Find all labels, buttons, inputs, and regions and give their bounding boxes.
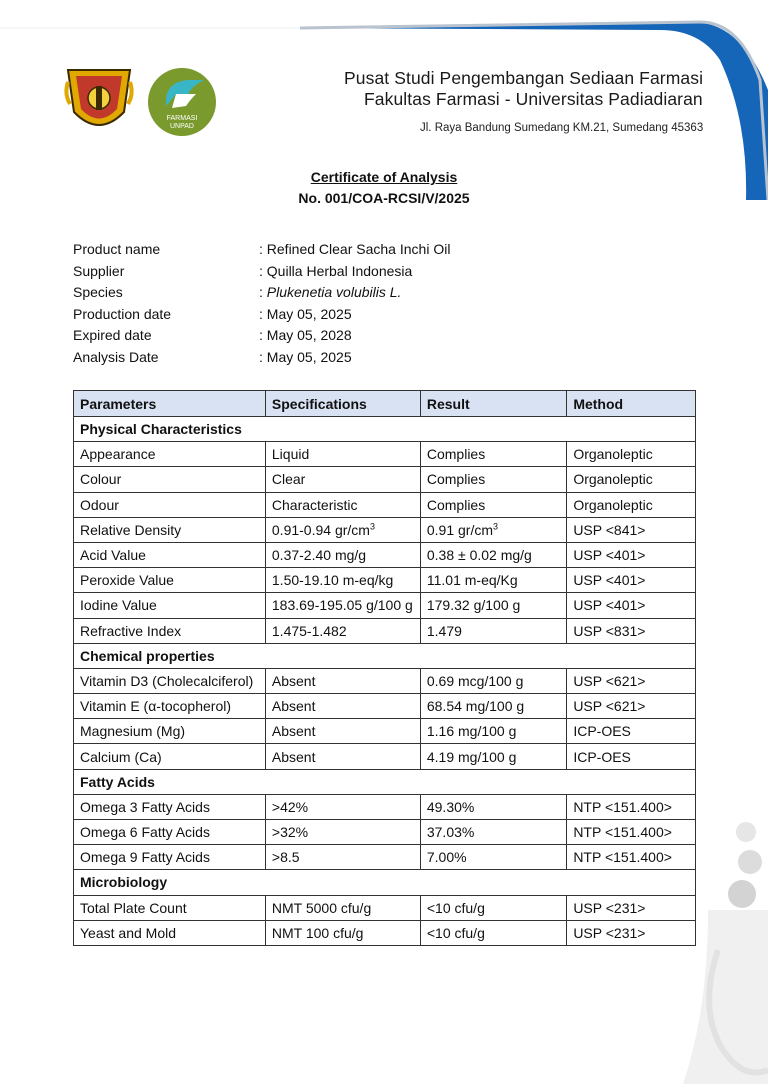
cell-result: 0.69 mcg/100 g — [420, 668, 566, 693]
table-row — [74, 719, 696, 744]
table-row — [74, 845, 696, 870]
faculty-name: Fakultas Farmasi - Universitas Padiadiaran — [364, 89, 703, 109]
cell-method: NTP <151.400> — [567, 794, 696, 819]
cell-method: Organoleptic — [567, 467, 696, 492]
header-result: Result — [420, 391, 566, 417]
cell-result: 1.16 mg/100 g — [420, 719, 566, 744]
table-row — [74, 794, 696, 819]
cell-method: USP <831> — [567, 618, 696, 643]
cell-specification: >8.5 — [265, 845, 420, 870]
cell-parameter: Vitamin E (α-tocopherol) — [74, 694, 266, 719]
header-specifications: Specifications — [265, 391, 420, 417]
cell-specification: 1.50-19.10 m-eq/kg — [265, 568, 420, 593]
header-parameters: Parameters — [74, 391, 266, 417]
table-row — [74, 820, 696, 845]
cell-method: USP <621> — [567, 668, 696, 693]
section-row — [74, 643, 696, 668]
cell-specification: 1.475-1.482 — [265, 618, 420, 643]
header-method: Method — [567, 391, 696, 417]
info-label: Product name — [73, 241, 161, 257]
cell-method: USP <841> — [567, 517, 696, 542]
cell-specification: 183.69-195.05 g/100 g — [265, 593, 420, 618]
cell-result: 4.19 mg/100 g — [420, 744, 566, 769]
cell-specification: NMT 5000 cfu/g — [265, 895, 420, 920]
institution-address: Jl. Raya Bandung Sumedang KM.21, Sumedang 45363 — [420, 122, 704, 134]
info-row-supplier — [73, 261, 450, 283]
cell-result: 0.38 ± 0.02 mg/g — [420, 542, 566, 567]
info-row-expired-date — [73, 325, 450, 347]
svg-text:FARMASI: FARMASI — [166, 115, 198, 122]
cell-parameter: Colour — [74, 467, 266, 492]
table-row — [74, 442, 696, 467]
section-row — [74, 870, 696, 895]
cell-parameter: Total Plate Count — [74, 895, 266, 920]
cell-method: ICP-OES — [567, 719, 696, 744]
cell-result: Complies — [420, 467, 566, 492]
cell-method: USP <231> — [567, 920, 696, 945]
cell-parameter: Omega 3 Fatty Acids — [74, 794, 266, 819]
info-label: Expired date — [73, 327, 152, 344]
cell-method: USP <401> — [567, 542, 696, 567]
cell-method: NTP <151.400> — [567, 845, 696, 870]
cell-parameter: Magnesium (Mg) — [74, 719, 266, 744]
cell-specification: Absent — [265, 719, 420, 744]
section-title: Chemical properties — [74, 643, 696, 668]
table-row — [74, 744, 696, 769]
cell-result: 37.03% — [420, 820, 566, 845]
cell-result: Complies — [420, 442, 566, 467]
section-row — [74, 769, 696, 794]
university-seal-logo — [60, 64, 138, 140]
info-label: Analysis Date — [73, 348, 159, 365]
cell-specification: Clear — [265, 467, 420, 492]
document-title: Certificate of Analysis — [310, 169, 458, 185]
cell-specification: 0.37-2.40 mg/g — [265, 542, 420, 567]
cell-method: Organoleptic — [567, 442, 696, 467]
cell-result: <10 cfu/g — [420, 920, 566, 945]
cell-specification: >42% — [265, 794, 420, 819]
section-row — [74, 417, 696, 442]
info-row-production-date — [73, 304, 450, 326]
cell-parameter: Omega 6 Fatty Acids — [74, 820, 266, 845]
cell-specification: Liquid — [265, 442, 420, 467]
info-label: Production date — [73, 305, 172, 322]
table-row — [74, 568, 696, 593]
cell-parameter: Appearance — [74, 442, 266, 467]
table-row — [74, 668, 696, 693]
svg-text:UNPAD: UNPAD — [170, 123, 194, 130]
cell-specification: Characteristic — [265, 492, 420, 517]
cell-parameter: Vitamin D3 (Cholecalciferol) — [74, 668, 266, 693]
info-label: Species — [73, 284, 123, 301]
species-name: Plukenetia volubilis L. — [266, 284, 402, 301]
cell-specification: Absent — [265, 744, 420, 769]
cell-specification: Absent — [265, 694, 420, 719]
cell-result: 7.00% — [420, 845, 566, 870]
cell-parameter: Calcium (Ca) — [74, 744, 266, 769]
cell-method: Organoleptic — [567, 492, 696, 517]
cell-method: USP <621> — [567, 694, 696, 719]
table-row — [74, 517, 696, 542]
cell-specification: NMT 100 cfu/g — [265, 920, 420, 945]
cell-specification: >32% — [265, 820, 420, 845]
table-row — [74, 593, 696, 618]
info-row-product-name — [73, 239, 450, 261]
cell-result: 49.30% — [420, 794, 566, 819]
section-title: Physical Characteristics — [74, 417, 696, 442]
superscript: 3 — [369, 521, 375, 532]
cell-parameter: Odour — [74, 492, 266, 517]
cell-parameter: Yeast and Mold — [74, 920, 266, 945]
info-value: : Quilla Herbal Indonesia — [259, 262, 413, 279]
info-value: : May 05, 2028 — [259, 327, 352, 344]
info-row-species — [73, 282, 450, 304]
info-value: : Plukenetia volubilis L. — [259, 284, 402, 301]
cell-parameter: Acid Value — [74, 542, 266, 567]
institution-name: Pusat Studi Pengembangan Sediaan Farmasi — [344, 68, 704, 88]
section-title: Fatty Acids — [74, 769, 696, 794]
analysis-table — [73, 390, 696, 946]
cell-method: USP <231> — [567, 895, 696, 920]
table-header-row — [74, 391, 696, 417]
document-number: No. 001/COA-RCSI/V/2025 — [298, 190, 470, 206]
cell-parameter: Peroxide Value — [74, 568, 266, 593]
cell-result: <10 cfu/g — [420, 895, 566, 920]
table-row — [74, 542, 696, 567]
cell-parameter: Omega 9 Fatty Acids — [74, 845, 266, 870]
cell-method: ICP-OES — [567, 744, 696, 769]
farmasi-unpad-logo — [146, 66, 218, 138]
cell-method: USP <401> — [567, 593, 696, 618]
cell-result: 11.01 m-eq/Kg — [420, 568, 566, 593]
cell-result: 179.32 g/100 g — [420, 593, 566, 618]
info-value: : Refined Clear Sacha Inchi Oil — [259, 241, 451, 257]
table-row — [74, 694, 696, 719]
section-title: Microbiology — [74, 870, 696, 895]
info-value: : May 05, 2025 — [259, 305, 352, 322]
cell-parameter: Refractive Index — [74, 618, 266, 643]
info-label: Supplier — [73, 262, 125, 279]
table-row — [74, 492, 696, 517]
cell-specification: Absent — [265, 668, 420, 693]
product-info-block — [73, 239, 450, 369]
info-row-analysis-date — [73, 347, 450, 369]
table-row — [74, 618, 696, 643]
table-row — [74, 467, 696, 492]
cell-specification: 0.91-0.94 $gr/cm^3$ — [265, 517, 420, 542]
cell-result: Complies — [420, 492, 566, 517]
cell-result: 1.479 — [420, 618, 566, 643]
cell-parameter: Iodine Value — [74, 593, 266, 618]
info-value: : May 05, 2025 — [259, 348, 352, 365]
cell-method: USP <401> — [567, 568, 696, 593]
table-row — [74, 895, 696, 920]
cell-result: 68.54 mg/100 g — [420, 694, 566, 719]
table-row — [74, 920, 696, 945]
cell-method: NTP <151.400> — [567, 820, 696, 845]
cell-parameter: Relative Density — [74, 517, 266, 542]
cell-result: 0.91 $gr/cm^3$ — [420, 517, 566, 542]
superscript: 3 — [493, 521, 499, 532]
